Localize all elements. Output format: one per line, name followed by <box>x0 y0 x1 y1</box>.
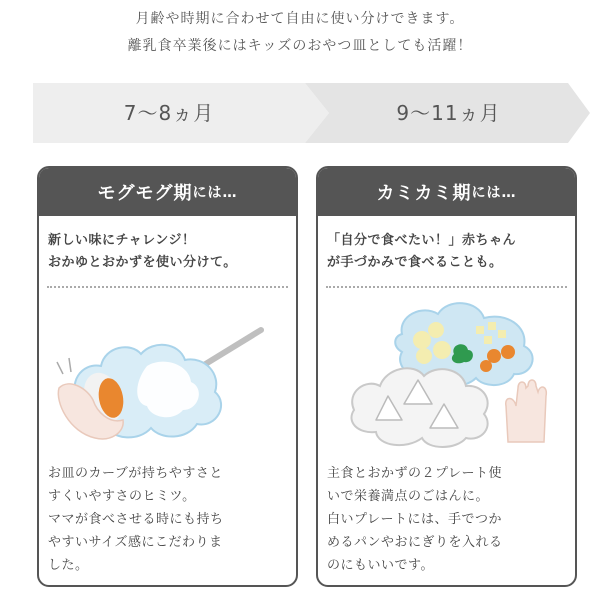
hand-icon <box>506 380 547 442</box>
stage-label-9-11: 9〜11ヵ月 <box>396 101 501 125</box>
card-body-line: やすいサイズ感にこだわりま <box>48 535 223 550</box>
card-body-line: ママが食べさせる時にも持ち <box>48 512 224 527</box>
stage-label-7-8: 7〜8ヵ月 <box>123 101 215 125</box>
card-body <box>39 462 296 577</box>
stage-bar <box>0 83 600 143</box>
card-body-line: お皿のカーブが持ちやすさと <box>48 466 223 481</box>
card-lead <box>39 230 296 274</box>
dotted-divider <box>47 286 288 288</box>
card-lead-line: おかゆとおかずを使い分けて。 <box>48 255 237 270</box>
card-body-line: すくいやすさのヒミツ。 <box>48 489 196 504</box>
card-body-line: めるパンやおにぎりを入れる <box>327 535 503 550</box>
card-title: モグモグ期 <box>97 183 193 204</box>
card-mogumogu <box>37 166 298 587</box>
card-lead-line: 「自分で食べたい！」赤ちゃん <box>327 233 517 248</box>
card-body-line: いで栄養満点のごはんに。 <box>327 489 490 504</box>
intro-line-1: 月齢や時期に合わせて自由に使い分けできます。 <box>135 11 465 27</box>
card-header <box>318 168 575 216</box>
intro-line-2: 離乳食卒業後にはキッズのおやつ皿としても活躍！ <box>127 38 473 54</box>
card-lead <box>318 230 575 274</box>
cloud-plate-illustration <box>39 292 296 462</box>
card-body-line: 主食とおかずの２プレート使 <box>327 466 502 481</box>
intro-text <box>0 6 600 60</box>
card-body-line: 白いプレートには、手でつか <box>327 512 502 527</box>
card-body-line: した。 <box>48 558 89 573</box>
card-body <box>318 462 575 577</box>
card-lead-line: が手づかみで食べることも。 <box>327 255 503 270</box>
card-title-suffix: には… <box>471 185 517 201</box>
card-lead-line: 新しい味にチャレンジ！ <box>48 233 196 248</box>
card-title: カミカミ期 <box>376 183 472 204</box>
card-header <box>39 168 296 216</box>
two-plates-illustration <box>318 292 575 462</box>
card-kamikami <box>316 166 577 587</box>
dotted-divider <box>326 286 567 288</box>
card-body-line: のにもいいです。 <box>327 558 434 573</box>
card-title-suffix: には… <box>192 185 238 201</box>
